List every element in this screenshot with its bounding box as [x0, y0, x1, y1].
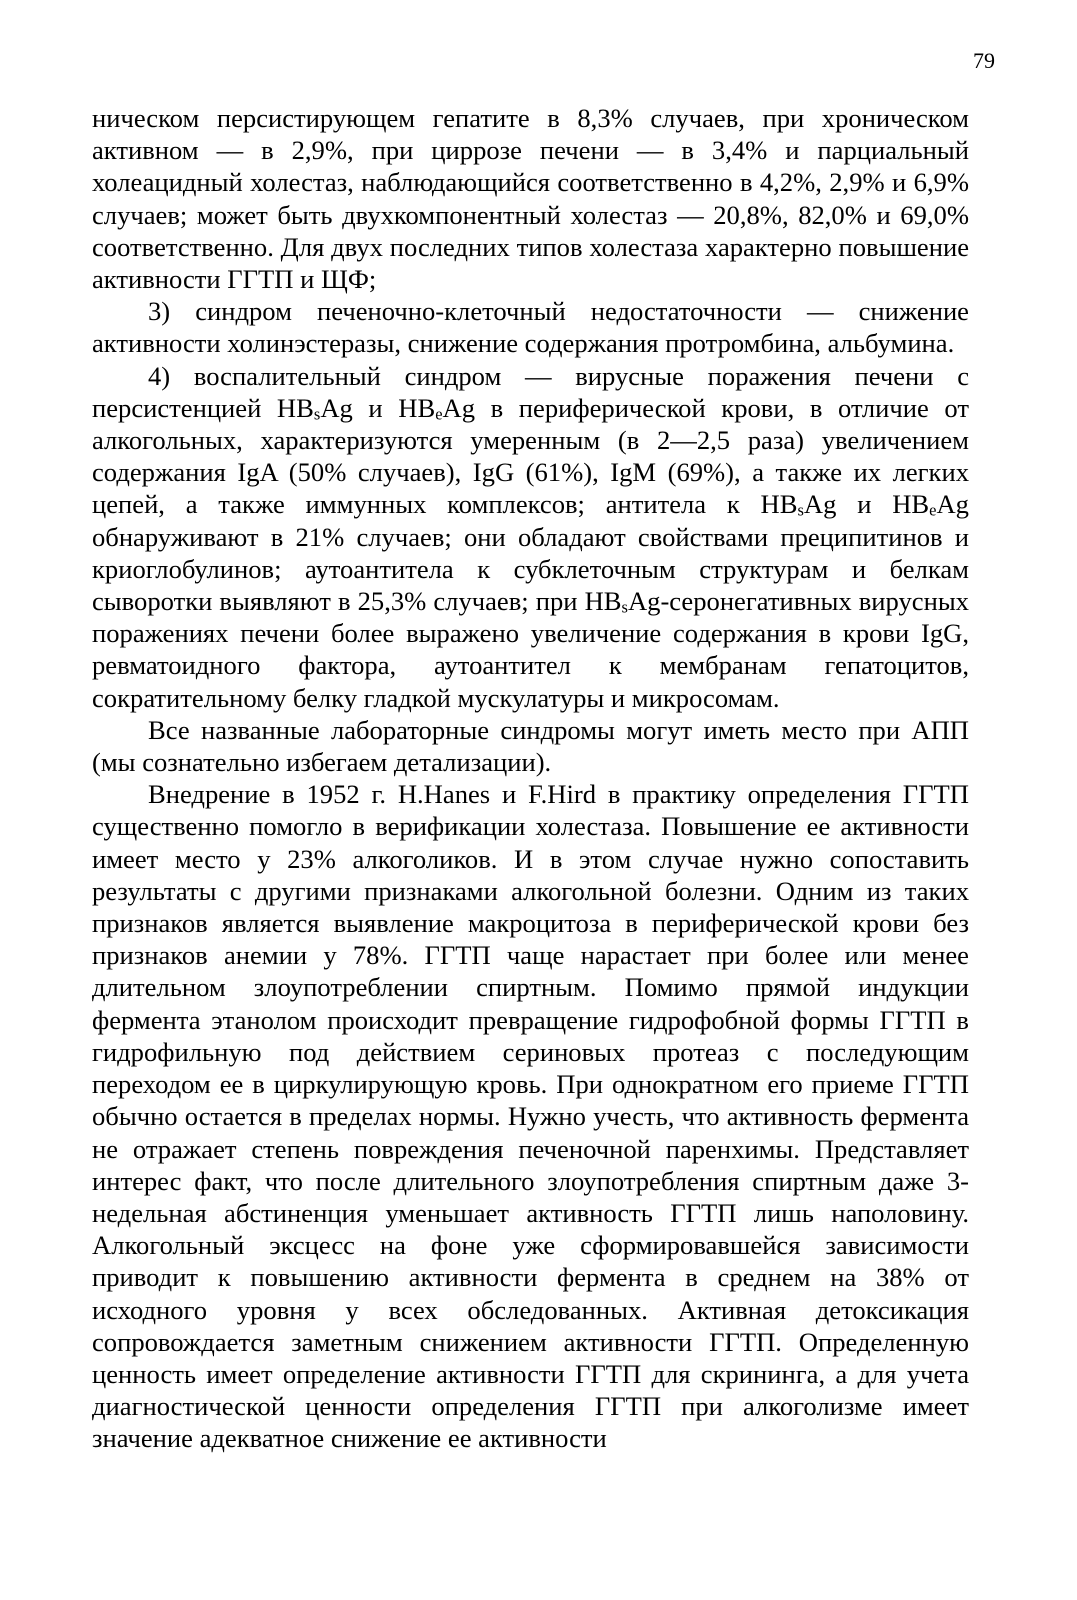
paragraph-cholestasis-continued — [92, 102, 969, 295]
text-run: ническом персистирующем гепатите в 8,3% случаев, при хроническом активном — в 2,9%, при циррозе печени — в 3,4% и парциальный холеацидный холестаз, наблюдающийся соответственно в 4,2%, 2,9% и 6,9% случаев; может быть двухкомпонентный холестаз — 20,8%, 82,0% и 69,0% соответственно. Для двух последних типов холестаза характерно повышение активности ГГТП и ЩФ; — [92, 103, 969, 295]
text-run: Ag и HB — [803, 489, 930, 520]
subscript: s — [313, 404, 321, 424]
text-run: Ag обнаруживают в 21% случаев; они обладают свойствами преципитинов и криоглобулинов; аутоантитела к субклеточным структурам и белкам сыворотки выявляют в 25,3% случаев; при HB — [92, 489, 969, 617]
text-run: Внедрение в 1952 г. H.Hanes и F.Hird в практику определения ГГТП существенно помогло в верификации холестаза. Повышение ее активности имеет место у 23% алкоголиков. И в этом случае нужно сопоставить результаты с другими признаками алкогольной болезни. Одним из таких признаков является выявление макроцитоза в периферической крови без признаков анемии у 78%. ГГТП чаще нарастает при более или менее длительном злоупотреблении спиртным. Помимо прямой индукции фермента этанолом происходит превращение гидрофобной формы ГГТП в гидрофильную под действием сериновых протеаз с последующим переходом ее в циркулирующую кровь. При однократном его приеме ГГТП обычно остается в пределах нормы. Нужно учесть, что активность фермента не отражает степень повреждения печеночной паренхимы. Представляет интерес факт, что после длительного злоупотребления спиртным даже 3-недельная абстиненция уменьшает активность ГГТП лишь наполовину. Алкогольный эксцесс на фоне уже сформировавшейся зависимости приводит к повышению активности фермента в среднем на 38% от исходного уровня у всех обследованных. Активная детоксикация сопровождается заметным снижением активности ГГТП. Определенную ценность имеет определение активности ГГТП для скрининга, а для учета диагностической ценности определения ГГТП при алкоголизме имеет значение адекватное снижение ее активности — [92, 779, 969, 1454]
text-run: Все названные лабораторные синдромы могут иметь место при АПП (мы сознательно избегаем детализации). — [92, 714, 969, 778]
paragraph-hepatocellular-insufficiency — [92, 295, 969, 359]
subscript: e — [435, 404, 443, 424]
text-run: Ag и HB — [320, 392, 436, 423]
text-run: Ag-серонегативных вирусных поражениях печени более выражено увеличение содержания в крови IgG, ревматоидного фактора, аутоантител к мембранам гепатоцитов, сократительному белку гладкой мускулатуры и микросомам. — [92, 586, 969, 713]
subscript: s — [621, 597, 628, 617]
text-run: 3) синдром печеночно-клеточный недостаточности — снижение активности холинэстеразы, снижение содержания протромбина, альбумина. — [92, 296, 969, 359]
text-run: Ag в периферической крови, в отличие от алкогольных, характеризуются умеренным (в 2—2,5 раза) увеличением содержания IgA (50% случаев), IgG (61%), IgM (69%), а также их легких цепей, а также иммунных комплексов; антитела к HB — [92, 392, 969, 520]
subscript: s — [797, 500, 804, 520]
paragraph-inflammatory-syndrome — [92, 360, 969, 714]
subscript: e — [929, 500, 937, 520]
paragraph-ggtp — [92, 778, 969, 1454]
text-body — [92, 102, 969, 1455]
page-number: 79 — [973, 48, 995, 73]
text-run: 4) воспалительный синдром — вирусные поражения печени с персистенцией HB — [92, 360, 969, 423]
paragraph-lab-syndromes — [92, 714, 969, 778]
